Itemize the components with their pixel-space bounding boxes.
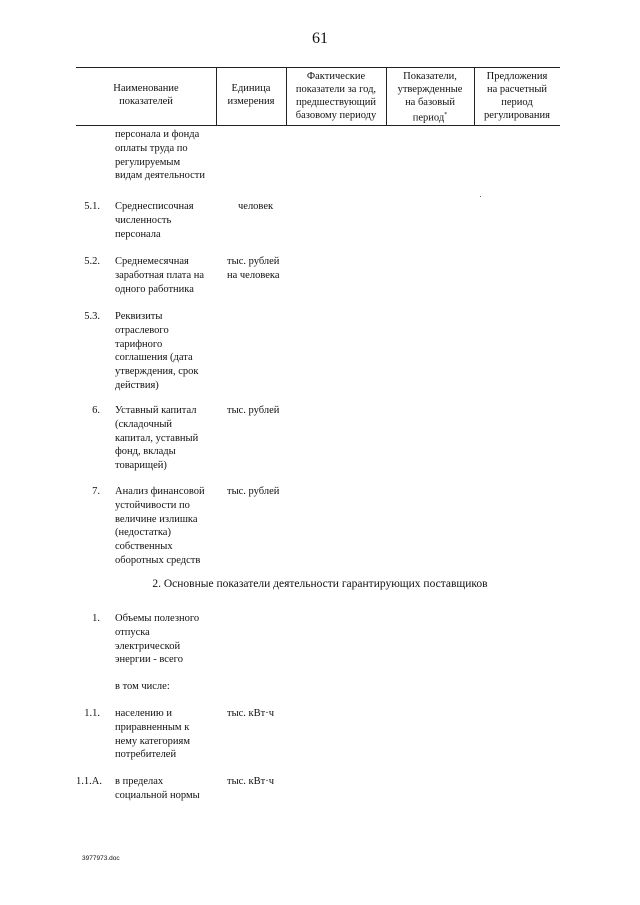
row-number: 6. <box>92 405 100 416</box>
row-number: 5.1. <box>84 201 100 212</box>
page-number: 61 <box>312 30 328 47</box>
row-name: населению и приравненным к нему категориям потребителей <box>115 708 191 761</box>
row-unit: тыс. кВт·ч <box>227 708 275 719</box>
row-number: 1.1.А. <box>76 776 102 787</box>
table-header <box>76 67 560 126</box>
footnote-mark: * <box>444 112 448 118</box>
row-number: 5.3. <box>84 311 100 322</box>
row-number: 1. <box>92 613 100 624</box>
row-name: в пределах социальной нормы <box>115 776 200 801</box>
header-col-approved-text: Показатели, утвержденные на базовый период <box>397 71 463 124</box>
row-name: Среднемесячная заработная плата на одного работника <box>115 256 205 295</box>
row-unit: человек <box>238 201 274 212</box>
header-col-approved <box>386 70 474 125</box>
row-number: 1.1. <box>84 708 100 719</box>
row-name: Уставный капитал (складочный капитал, уставный фонд, вклады товарищей) <box>115 405 199 472</box>
row-name: Реквизиты отраслевого тарифного соглашения (дата утверждения, срок действия) <box>115 311 199 391</box>
header-col-unit: Единица измерения <box>227 83 275 107</box>
row-number: 5.2. <box>84 256 100 267</box>
row-name: Среднесписочная численность персонала <box>115 201 194 240</box>
row-number: 7. <box>92 486 100 497</box>
row-unit: тыс. рублей <box>227 405 280 416</box>
section-title: 2. Основные показатели деятельности гарантирующих поставщиков <box>152 578 488 590</box>
row-name: Анализ финансовой устойчивости по величине излишка (недостатка) собственных оборотных средств <box>115 486 205 566</box>
row-name: в том числе: <box>115 681 170 692</box>
header-col-actual: Фактические показатели за год, предшествующий базовому периоду <box>295 71 377 121</box>
header-col-proposal: Предложения на расчетный период регулирования <box>484 71 550 121</box>
document-filename: 3977973.doc <box>82 855 120 862</box>
stray-mark <box>480 196 481 197</box>
row-name: Объемы полезного отпуска электрической энергии - всего <box>115 613 200 666</box>
row-unit: тыс. рублей на человека <box>227 256 280 281</box>
row-unit: тыс. рублей <box>227 486 280 497</box>
row-unit: тыс. кВт·ч <box>227 776 275 787</box>
row-name: персонала и фонда оплаты труда по регулируемым видам деятельности <box>115 129 205 182</box>
header-col-name: Наименование показателей <box>113 83 179 107</box>
